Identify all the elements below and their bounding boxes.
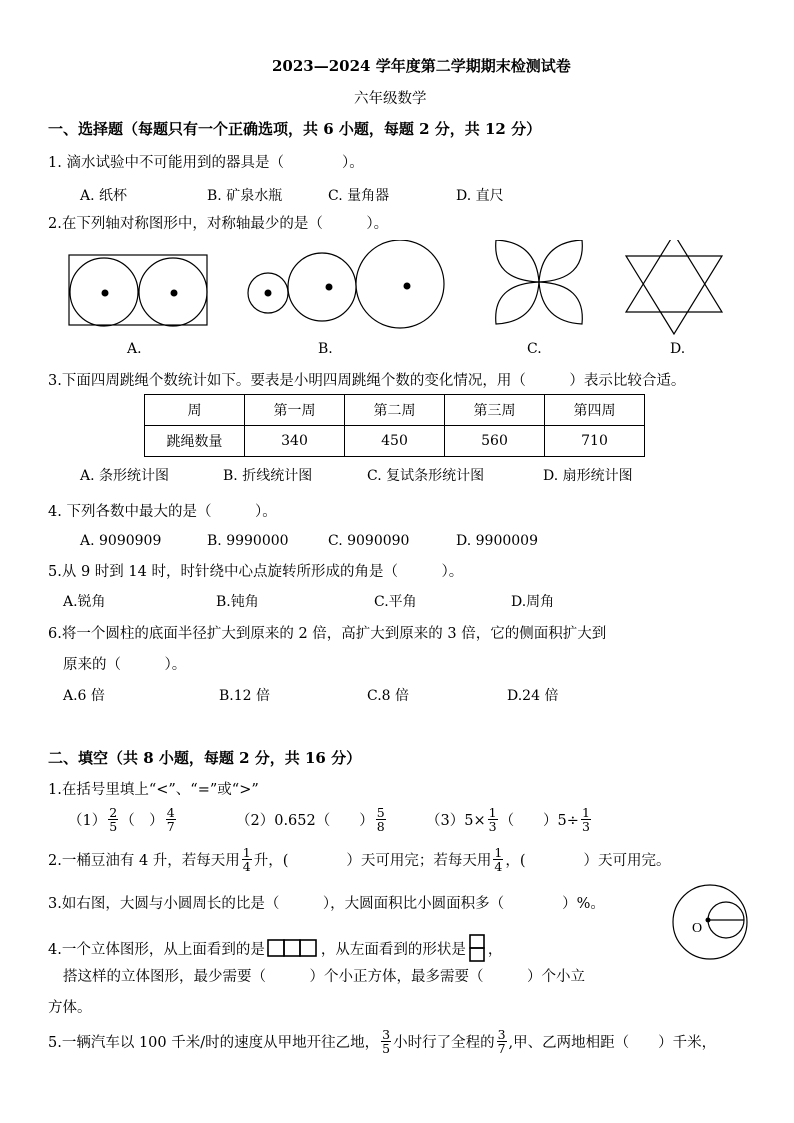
s1-q4-option-c: C. 9090090 [328,533,410,549]
fraction [376,806,386,833]
answer-blank: （ ）5÷ [499,813,579,829]
denominator: 3 [488,819,497,834]
s2-q3-circle-figure [670,882,750,962]
fraction [242,846,252,873]
s1-q1-option-c: C. 量角器 [328,188,390,204]
s2-q5-part2: 小时行了全程的 [393,1035,495,1051]
table-header-row [145,395,645,426]
denominator: 4 [242,859,251,874]
table-row [145,426,645,457]
numerator: 3 [497,1027,506,1042]
fraction [493,846,503,873]
s1-q1-option-b: B. 矿泉水瓶 [207,188,283,204]
numerator: 1 [494,845,503,860]
s1-q5-text: 5.从 9 时到 14 时，时针绕中心点旋转所形成的角是（ ）。 [48,564,464,580]
s2-q3-text: 3.如右图，大圆与小圆周长的比是（ ），大圆面积比小圆面积多（ ）%。 [48,896,605,912]
section1-heading: 一、选择题（每题只有一个正确选项，共 6 小题，每题 2 分，共 12 分） [48,120,542,138]
s1-q6-text-line2: 原来的（ ）。 [63,657,187,673]
figure-c-four-petals [496,240,583,324]
table-cell: 710 [545,426,645,457]
exam-title: 2023—2024 学年度第二学期期末检测试卷 [272,57,571,75]
fraction [381,1028,391,1055]
s2-q4-part1: 4.一个立体图形，从上面看到的是 [48,941,265,958]
s1-q1-option-d: D. 直尺 [456,188,504,204]
figure-a-two-circles-in-rectangle [69,255,207,326]
s1-q5-option-a: A.锐角 [63,594,106,610]
s1-q3-option-b: B. 折线统计图 [223,468,313,484]
s1-q3-option-d: D. 扇形统计图 [543,468,633,484]
fraction [488,806,498,833]
s1-q3-text: 3.下面四周跳绳个数统计如下。要表是小明四周跳绳个数的变化情况，用（ ）表示比较合适。 [48,373,686,389]
numerator: 5 [376,805,385,820]
s1-q6-option-a: A.6 倍 [63,688,105,704]
s2-q4-part2: ，从左面看到的形状是 [320,941,466,958]
s1-q5-option-c: C.平角 [374,594,417,610]
s2-q1-p1-label: （1） [68,813,107,829]
s1-q6-text-line1: 6.将一个圆柱的底面半径扩大到原来的 2 倍，高扩大到原来的 3 倍，它的侧面积扩大到 [48,626,607,642]
denominator: 5 [109,819,118,834]
fraction [497,1028,507,1055]
s2-q5-part1: 5.一辆汽车以 100 千米/时的速度从甲地开往乙地， [48,1035,380,1051]
figure-d-hexagram [626,240,722,334]
table-header-cell: 周 [145,395,245,426]
denominator: 7 [497,1041,506,1056]
s1-q1-text: 1. 滴水试验中不可能用到的器具是（ ）。 [48,155,364,171]
denominator: 3 [581,819,590,834]
s2-q4-line1 [48,934,502,962]
s2-q4-line3: 方体。 [48,1000,92,1016]
table-header-cell: 第二周 [345,395,445,426]
numerator: 2 [109,805,118,820]
s2-q4-part3: ， [487,941,503,958]
fraction [166,806,176,833]
s2-q5-part3: ,甲、乙两地相距（ ）千米， [508,1035,717,1051]
table-header-cell: 第一周 [245,395,345,426]
numerator: 1 [581,805,590,820]
section2-heading: 二、填空（共 8 小题，每题 2 分，共 16 分） [48,749,362,767]
s1-q3-option-c: C. 复试条形统计图 [367,468,485,484]
table-header-cell: 第三周 [445,395,545,426]
numerator: 4 [166,805,175,820]
numerator: 1 [488,805,497,820]
s1-q4-option-a: A. 9090909 [80,533,162,549]
figure-label-d: D. [670,341,686,357]
s2-q1-p3-label: （3）5× [426,813,486,829]
left-view-two-squares-icon [468,934,486,962]
s2-q2-part2: 升，( ）天可用完；若每天用 [253,853,492,869]
s1-q5-option-d: D.周角 [511,594,555,610]
s2-q1-part3 [426,806,593,833]
s2-q2-part3: ，( ）天可用完。 [505,853,671,869]
figure-b-three-circles [248,240,444,328]
s1-q4-option-d: D. 9900009 [456,533,538,549]
s2-q1-part2 [236,806,388,833]
circle-center-label: O [692,921,703,936]
answer-blank: （ ） [120,813,164,829]
denominator: 8 [376,819,385,834]
s1-q2-text: 2.在下列轴对称图形中，对称轴最少的是（ ）。 [48,216,389,232]
s1-q6-option-c: C.8 倍 [367,688,410,704]
figure-label-a: A. [127,341,142,357]
s2-q5 [48,1028,716,1055]
figure-label-b: B. [318,341,333,357]
s1-q4-option-b: B. 9990000 [207,533,289,549]
top-view-three-squares-icon [267,938,319,958]
s2-q1-text: 1.在括号里填上“<”、“=”或“>” [48,782,259,798]
numerator: 3 [382,1027,391,1042]
table-cell: 450 [345,426,445,457]
denominator: 5 [382,1041,391,1056]
exam-subtitle: 六年级数学 [354,91,427,107]
s1-q3-option-a: A. 条形统计图 [80,468,170,484]
denominator: 4 [494,859,503,874]
s2-q2-part1: 2.一桶豆油有 4 升，若每天用 [48,853,240,869]
table-cell: 340 [245,426,345,457]
s2-q1-part1 [68,806,178,833]
s1-q6-option-d: D.24 倍 [507,688,559,704]
fraction [581,806,591,833]
s1-q2-figures [60,240,740,340]
table-header-cell: 第四周 [545,395,645,426]
s1-q5-option-b: B.钝角 [216,594,259,610]
s2-q4-line2: 搭这样的立体图形，最少需要（ ）个小正方体，最多需要（ ）个小立 [63,969,585,985]
denominator: 7 [166,819,175,834]
s1-q1-option-a: A. 纸杯 [80,188,128,204]
s1-q4-text: 4. 下列各数中最大的是（ ）。 [48,504,277,520]
s1-q6-option-b: B.12 倍 [219,688,271,704]
table-cell: 跳绳数量 [145,426,245,457]
figure-label-c: C. [527,341,542,357]
s2-q2 [48,846,671,873]
table-cell: 560 [445,426,545,457]
numerator: 1 [242,845,251,860]
fraction [108,806,118,833]
s2-q1-p2-label: （2）0.652（ ） [236,813,374,829]
jump-rope-table [144,394,645,457]
